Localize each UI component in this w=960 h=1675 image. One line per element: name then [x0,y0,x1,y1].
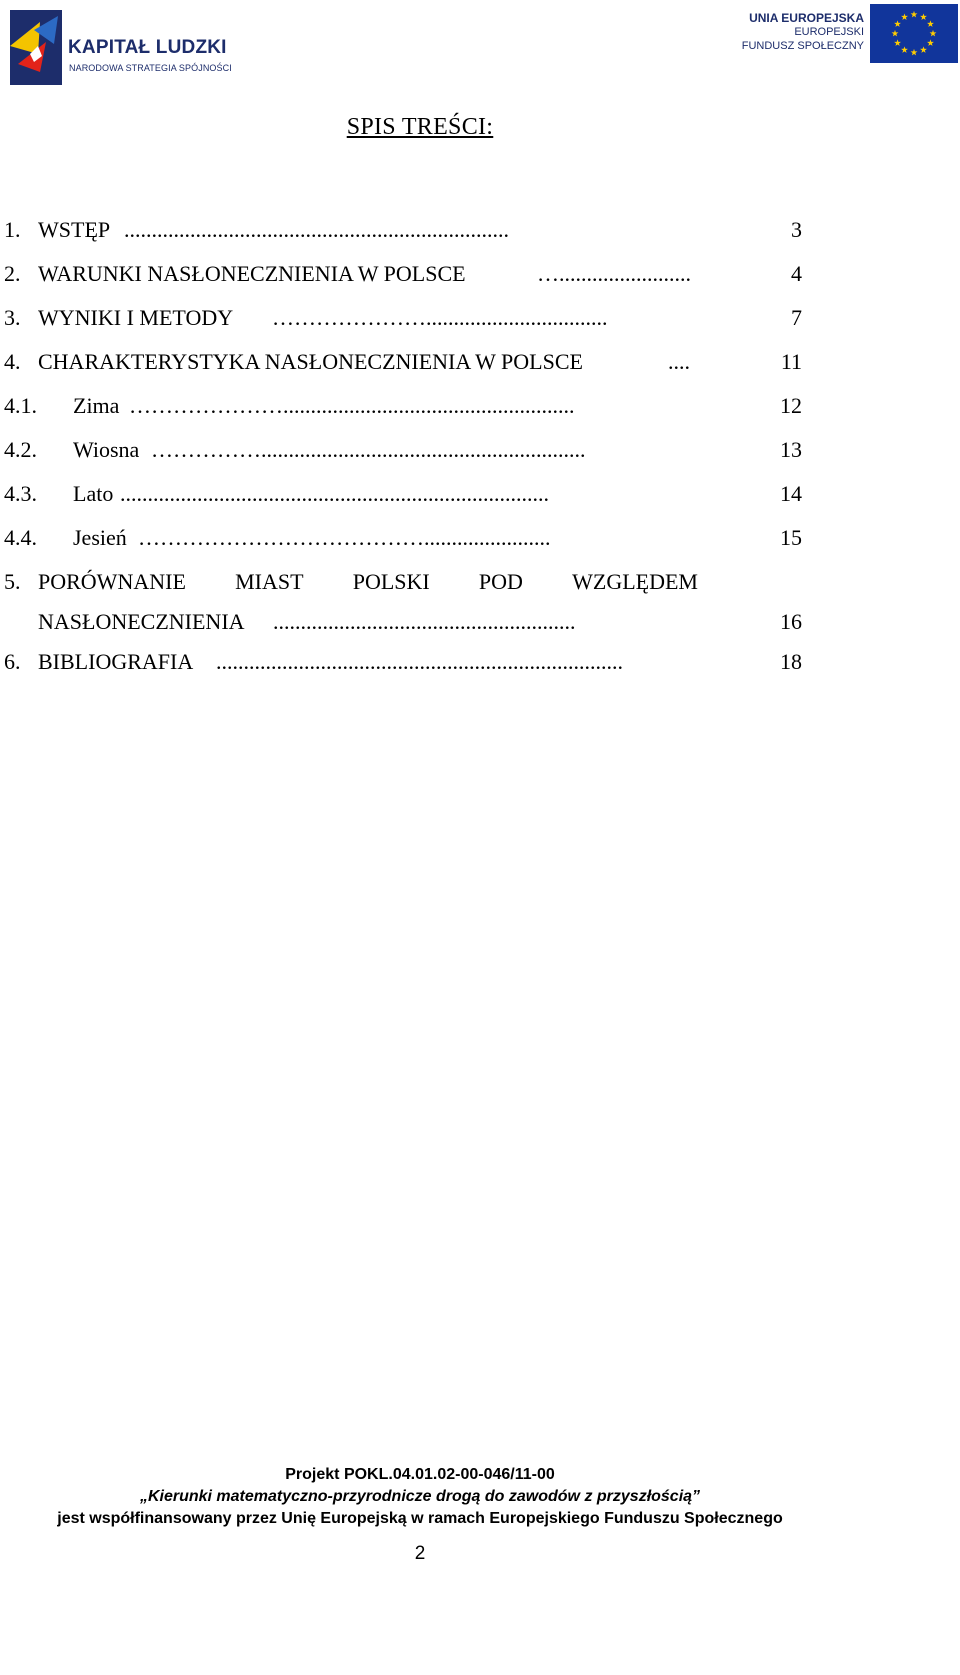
document-title: SPIS TREŚCI: [346,114,494,140]
toc-number: 4. [4,349,21,374]
toc-text: WSTĘP [38,217,111,242]
toc-text: BIBLIOGRAFIA [38,649,194,674]
toc-entry-5-continuation[interactable] [0,606,960,638]
toc-leader: ....................................................... [273,609,576,634]
eu-logo-line2: EUROPEJSKI [794,26,864,38]
toc-text: WARUNKI NASŁONECZNIENIA W POLSCE [38,261,466,286]
eu-logo [730,4,960,66]
footer-project: Projekt POKL.04.01.02-00-046/11-00 [285,1466,555,1483]
page-number: 2 [414,1543,426,1564]
kapital-ludzki-subtitle: NARODOWA STRATEGIA SPÓJNOŚCI [69,63,232,73]
toc-entry-6[interactable] [0,646,960,678]
toc-text: CHARAKTERYSTYKA NASŁONECZNIENIA W POLSCE [38,349,583,374]
toc-page: 11 [780,349,802,374]
toc-leader: .......................................................................... [216,649,623,674]
toc-leader: …………………................................. [272,305,608,330]
toc-leader: .............................................................................. [120,481,549,506]
toc-page: 14 [780,481,802,506]
eu-logo-line3: FUNDUSZ SPOŁECZNY [741,40,864,52]
toc-number: 4.4. [4,525,37,550]
toc-word: MIAST [235,569,304,594]
eu-flag-icon [870,4,958,63]
toc-entry-3[interactable] [0,302,960,334]
toc-word: POD [478,569,523,594]
toc-entry-4-2[interactable] [0,434,960,466]
toc-page: 18 [780,649,802,674]
toc-leader: ...................................................................... [124,217,509,242]
toc-page: 16 [780,609,802,634]
kapital-ludzki-title: KAPITAŁ LUDZKI [68,37,227,58]
toc-text: Wiosna [73,437,140,462]
toc-page: 15 [780,525,802,550]
toc-number: 4.2. [4,437,37,462]
toc-page: 13 [780,437,802,462]
toc-number: 4.3. [4,481,37,506]
toc-number: 5. [4,569,21,594]
toc-word: WZGLĘDEM [572,569,698,594]
toc-word: POLSKI [352,569,430,594]
toc-number: 1. [4,217,21,242]
toc-page: 3 [791,217,802,242]
toc-number: 3. [4,305,21,330]
toc-text: Jesień [73,525,127,550]
toc-text-justified [38,566,698,598]
toc-entry-5[interactable] [0,566,960,598]
toc-text: NASŁONECZNIENIA [38,609,245,634]
kapital-ludzki-mark-icon [10,10,62,85]
toc-text: WYNIKI I METODY [38,305,234,330]
toc-page: 12 [780,393,802,418]
toc-entry-4-4[interactable] [0,522,960,554]
toc-entry-4-1[interactable] [0,390,960,422]
toc-entry-4[interactable] [0,346,960,378]
toc-word: PORÓWNANIE [38,569,186,594]
toc-leader: ……………........................................................... [151,437,586,462]
kapital-ludzki-logo [10,10,250,85]
toc-leader: …………………..................................................... [129,393,575,418]
toc-leader: .... [668,349,690,374]
toc-number: 6. [4,649,21,674]
toc-entry-2[interactable] [0,258,960,290]
toc-text: Lato [73,481,114,506]
toc-entry-4-3[interactable] [0,478,960,510]
footer-funding: jest współfinansowany przez Unię Europejską w ramach Europejskiego Funduszu Społecznego [57,1510,783,1527]
toc-entry-1[interactable] [0,214,960,246]
toc-leader: …………………………………....................... [138,525,551,550]
toc-number: 4.1. [4,393,37,418]
toc-page: 4 [791,261,802,286]
eu-logo-line1: UNIA EUROPEJSKA [749,11,864,25]
toc-page: 7 [791,305,802,330]
toc-leader: …........................ [537,261,691,286]
footer-motto: „Kierunki matematyczno-przyrodnicze drogą do zawodów z przyszłością” [139,1488,701,1505]
eu-logo-text [742,11,864,53]
toc-number: 2. [4,261,21,286]
toc-text: Zima [73,393,120,418]
